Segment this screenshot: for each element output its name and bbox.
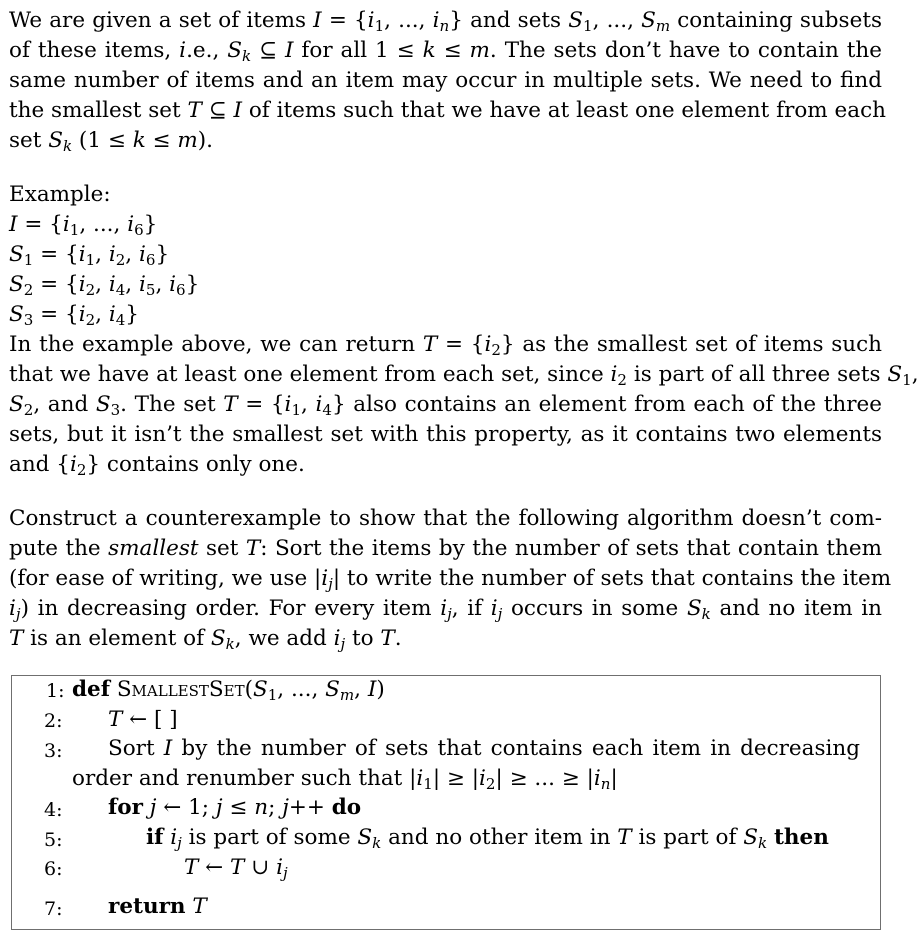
intro-line-2: of these items, i.e., $S_k$ ⊆ I for all 1 ≤ k ≤ m. The sets don’t have to contain the — [9, 38, 883, 65]
example-explanation-5: and $\{i_2\}$ contains only one. — [9, 452, 305, 479]
algo-sort-line: Sort I by the number of sets that contains each item in decreasing — [108, 736, 860, 761]
line-number-7: 7: — [44, 898, 63, 920]
line-number-4: 4: — [44, 799, 63, 821]
algo-for-line: for j ← 1; j ≤ n; j++ do — [108, 795, 362, 820]
example-explanation-3: $S_2$, and $S_3$. The set $T = \{i_1$, $i_4$} also contains an element from each of the three — [9, 392, 883, 419]
task-line-3: (for ease of writing, we use $|i_j|$ to write the number of sets that contains the item — [9, 566, 892, 593]
intro-line-3: same number of items and an item may occur in multiple sets. We need to find — [9, 68, 882, 93]
algo-sort-line-cont: order and renumber such that $|i_1| \ge |i_2|$ ≥ ... ≥ $|i_n|$ — [72, 766, 618, 793]
example-heading: Example: — [9, 182, 111, 207]
task-line-4: $i_j$) in decreasing order. For every item $i_j$, if $i_j$ occurs in some $S_k$ and no item in — [9, 596, 882, 623]
intro-line-5: set $S_k$ (1 ≤ k ≤ m). — [9, 128, 214, 155]
example-explanation-1: In the example above, we can return $T = \{i_2\}$ as the smallest set of items such — [9, 332, 883, 359]
line-number-6: 6: — [44, 858, 63, 880]
algo-return-line: return T — [108, 894, 207, 919]
line-number-1: 1: — [46, 680, 65, 702]
example-explanation-2: that we have at least one element from each set, since $i_2$ is part of all three sets $S_1$, — [9, 362, 919, 389]
task-line-1: Construct a counterexample to show that the following algorithm doesn’t com- — [9, 506, 882, 531]
task-line-5: T is an element of $S_k$, we add $i_j$ to T. — [9, 626, 402, 653]
example-def-I: $I = \{i_1$, ..., $i_6$} — [9, 212, 158, 239]
example-def-S3: $S_3 = \{i_2$, $i_4$} — [9, 302, 139, 329]
line-number-2: 2: — [44, 710, 63, 732]
line-number-5: 5: — [44, 829, 63, 851]
intro-line-1: We are given a set of items $I = \{i_1$, ..., $i_n$} and sets $S_1$, ..., $S_m$ containing subsets — [9, 8, 882, 35]
task-line-2: pute the smallest set T: Sort the items by the number of sets that contain them — [9, 536, 883, 561]
line-number-3: 3: — [44, 740, 63, 762]
algo-if-line: if $i_j$ is part of some $S_k$ and no other item in T is part of $S_k$ then — [146, 825, 829, 852]
algo-init-line: T ← [ ] — [108, 707, 178, 732]
algo-def-line: def $SmallestSet(S_1$, ..., $S_m$, I) — [72, 677, 385, 704]
algo-assign-line: T ← T ∪ $i_j$ — [184, 855, 288, 882]
example-def-S1: $S_1 = \{i_1$, $i_2$, $i_6$} — [9, 242, 170, 269]
example-def-S2: $S_2 = \{i_2$, $i_4$, $i_5$, $i_6$} — [9, 272, 200, 299]
example-explanation-4: sets, but it isn’t the smallest set with this property, as it contains two elements — [9, 422, 882, 447]
intro-line-4: the smallest set T ⊆ I of items such that we have at least one element from each — [9, 98, 886, 123]
